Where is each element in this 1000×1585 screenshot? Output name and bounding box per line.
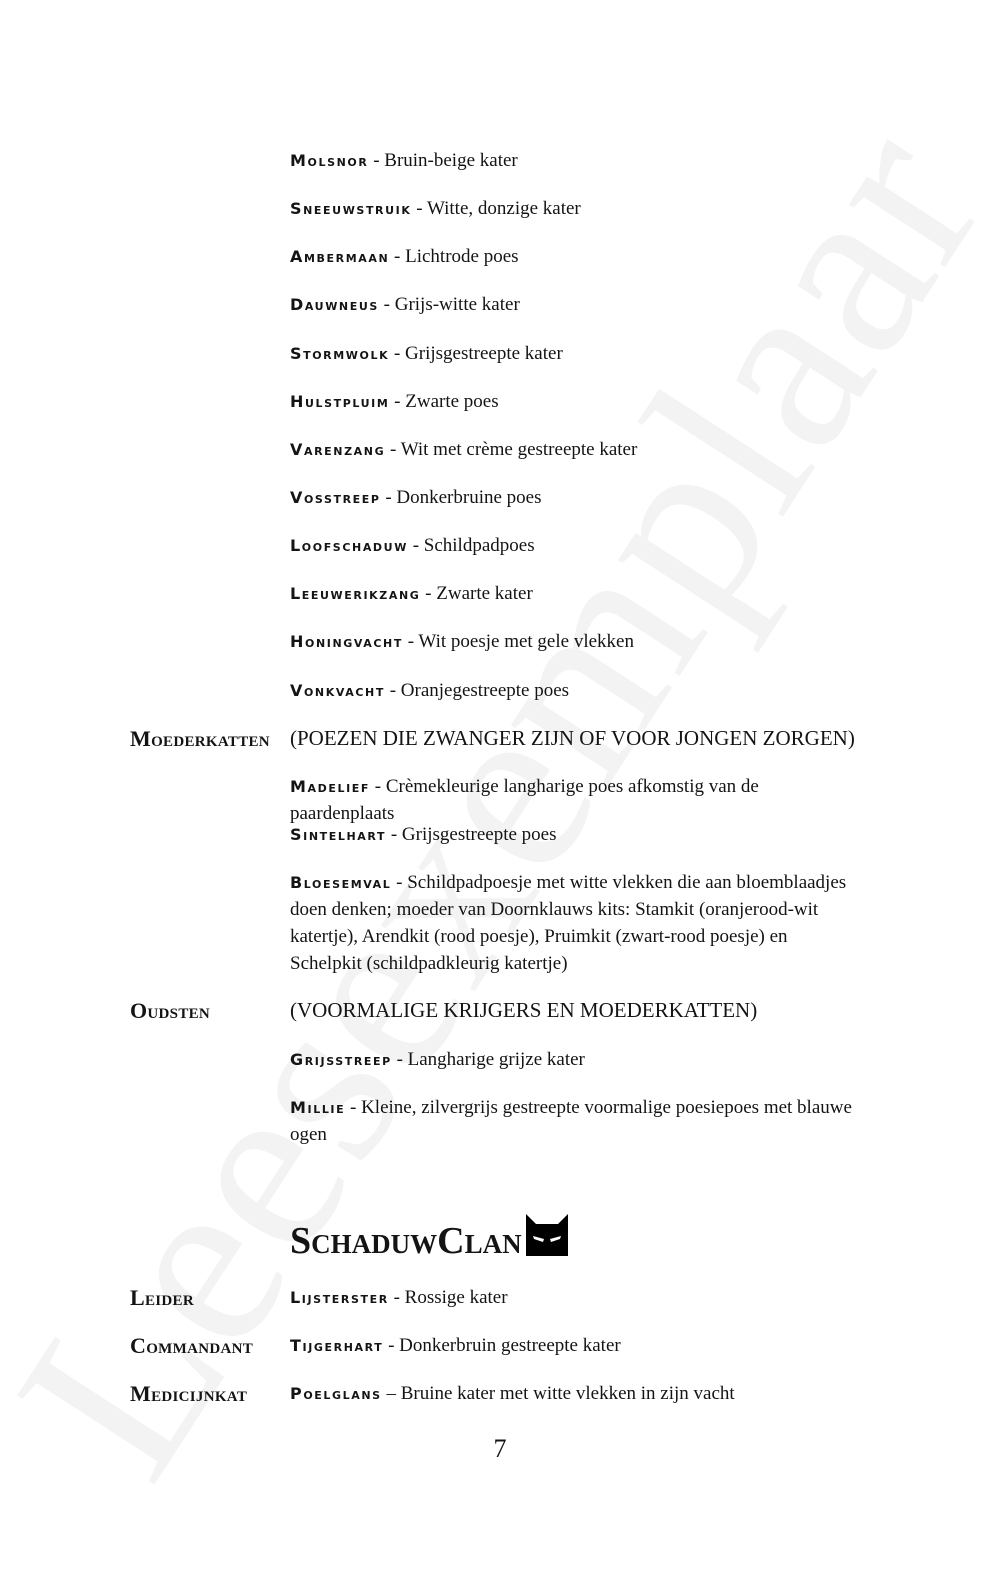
warrior-entry [290, 195, 860, 222]
separator: - [380, 487, 397, 508]
cat-name: Stormwolk [290, 344, 390, 363]
warrior-entry [290, 580, 860, 607]
cat-description: Wit poesje met gele vlekken [418, 631, 634, 652]
separator: – [381, 1383, 401, 1404]
cat-description: Oranjegestreepte poes [400, 680, 570, 701]
warrior-entry [290, 677, 860, 704]
cat-description: Schildpadpoesje met witte vlekken die aan bloemblaadjes doen denken; moeder van Doornklauws kits: Stamkit (oranjerood-wit katertje), Arendkit (rood poesje), Pruimkit (zwart-rood poesje) en Schelpkit (schildpadkleurig katertje) [290, 872, 847, 974]
cat-description: Zwarte poes [405, 391, 499, 412]
separator: - [385, 439, 401, 460]
warrior-entry [290, 436, 860, 463]
queen-entry [290, 869, 860, 977]
cat-name: Poelglans [290, 1384, 382, 1403]
elders-note: (VOORMALIGE KRIJGERS EN MOEDERKATTEN) [290, 998, 758, 1022]
cat-description: Schildpadpoes [423, 535, 535, 556]
rank-label-medicine-cat: Medicijnkat [130, 1381, 248, 1406]
cat-name: Madelief [290, 777, 371, 796]
separator: - [384, 680, 401, 701]
cat-name: Bloesemval [290, 873, 392, 892]
separator: - [378, 294, 395, 315]
cat-name: Varenzang [290, 440, 386, 459]
cat-name: Dauwneus [290, 295, 379, 314]
separator: - [389, 246, 406, 267]
cat-description: Rossige kater [404, 1287, 508, 1308]
cat-description: Langharige grijze kater [407, 1049, 585, 1070]
cat-name: Lijsterster [290, 1288, 389, 1307]
rank-label-deputy: Commandant [130, 1333, 254, 1358]
cat-name: Millie [290, 1098, 346, 1117]
warrior-entry [290, 532, 860, 559]
separator: - [368, 150, 385, 171]
cat-description: Grijsgestreepte kater [405, 343, 563, 364]
cat-description: Grijs-witte kater [394, 294, 520, 315]
cat-name: Vosstreep [290, 488, 381, 507]
rank-label-leader: Leider [130, 1285, 194, 1310]
leader-entry [290, 1284, 860, 1311]
cat-name: Vonkvacht [290, 681, 385, 700]
cat-description: Witte, donzige kater [426, 198, 581, 219]
clan-title: SchaduwClan [290, 1220, 522, 1262]
cat-description: Crèmekleurige langharige poes afkomstig van de paardenplaats [290, 776, 759, 824]
separator: - [389, 343, 406, 364]
separator: - [407, 535, 424, 556]
deputy-entry [290, 1332, 860, 1359]
separator: - [389, 391, 406, 412]
cat-description: Kleine, zilvergrijs gestreepte voormalige poesiepoes met blauwe ogen [290, 1097, 852, 1145]
queen-entry [290, 773, 860, 827]
separator: - [411, 198, 427, 219]
separator: - [388, 1287, 405, 1308]
cat-name: Loofschaduw [290, 536, 408, 555]
warrior-entry [290, 484, 860, 511]
rank-label-elders: Oudsten [130, 998, 211, 1023]
cat-name: Hulstpluim [290, 392, 390, 411]
queen-entry [290, 821, 860, 848]
warrior-entry [290, 147, 860, 174]
cat-description: Bruin-beige kater [384, 150, 518, 171]
elder-entry [290, 1094, 860, 1148]
separator: - [383, 1335, 400, 1356]
separator: - [345, 1097, 362, 1118]
cat-description: Wit met crème gestreepte kater [400, 439, 638, 460]
cat-face-icon [524, 1212, 570, 1263]
queens-note: (POEZEN DIE ZWANGER ZIJN OF VOOR JONGEN ZORGEN) [290, 726, 855, 750]
cat-description: Donkerbruine poes [396, 487, 542, 508]
cat-description: Bruine kater met witte vlekken in zijn vacht [400, 1383, 735, 1404]
separator: - [402, 631, 419, 652]
cat-description: Grijsgestreepte poes [401, 824, 557, 845]
cat-name: Honingvacht [290, 632, 403, 651]
separator: - [391, 872, 408, 893]
warrior-entry [290, 243, 860, 270]
separator: - [391, 1049, 408, 1070]
warrior-entry [290, 291, 860, 318]
cat-name: Grijsstreep [290, 1050, 392, 1069]
warrior-entry [290, 340, 860, 367]
page-number: 7 [493, 1434, 507, 1463]
cat-name: Tijgerhart [290, 1336, 384, 1355]
elder-entry [290, 1046, 860, 1073]
warrior-entry [290, 388, 860, 415]
cat-name: Sintelhart [290, 825, 387, 844]
cat-name: Ambermaan [290, 247, 390, 266]
medicine-cat-entry [290, 1380, 860, 1407]
warrior-entry [290, 628, 860, 655]
separator: - [370, 776, 386, 797]
rank-label-queens: Moederkatten [130, 726, 270, 751]
separator: - [420, 583, 437, 604]
cat-name: Molsnor [290, 151, 369, 170]
cat-description: Zwarte kater [436, 583, 533, 604]
cat-description: Lichtrode poes [405, 246, 519, 267]
separator: - [386, 824, 402, 845]
cat-name: Sneeuwstruik [290, 199, 412, 218]
cat-name: Leeuwerikzang [290, 584, 421, 603]
cat-description: Donkerbruin gestreepte kater [399, 1335, 621, 1356]
